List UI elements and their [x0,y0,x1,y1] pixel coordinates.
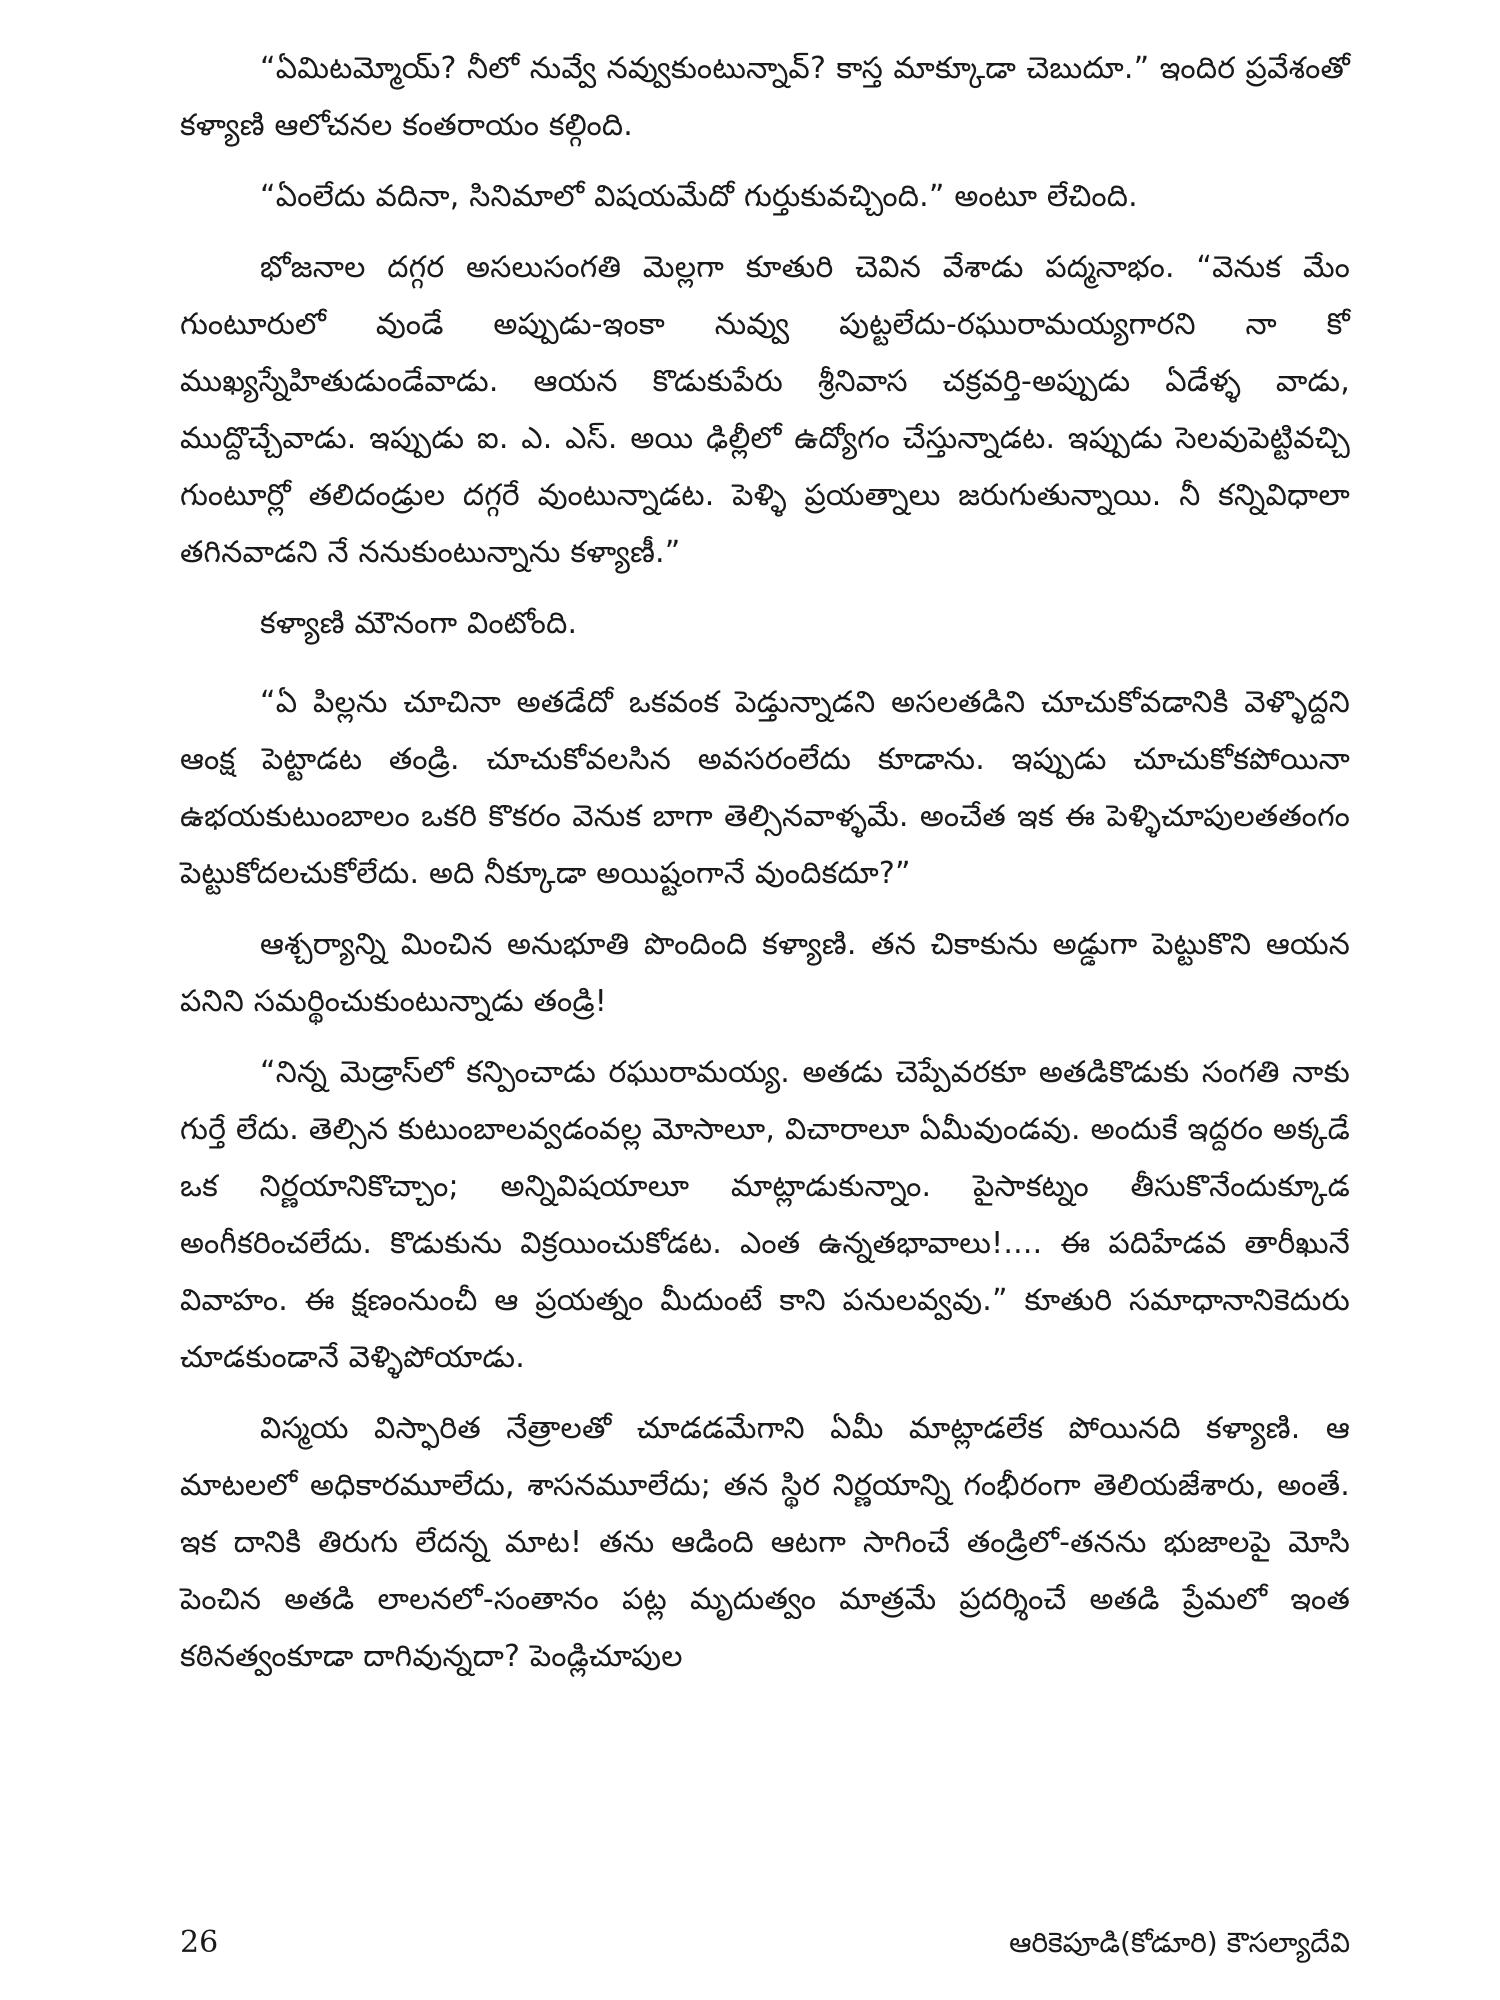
paragraph-4: కళ్యాణి మౌనంగా వింటోంది. [260,606,578,641]
paragraph-8: విస్మయ విస్ఫారిత నేత్రాలతో చూడడమేగాని ఏమీ మాట్లాడలేక పోయినది కళ్యాణి. ఆ మాటలలో అధికారమూలేదు, శాసనమూలేదు; తన స్థిర నిర్ణయాన్ని గంభీరంగా తెలియజేశారు, అంతే. ఇక దానికి తిరుగు లేదన్న మాట! తను ఆడింది ఆటగా సాగించే తండ్రిలో-తనను భుజాలపై మోసి పెంచిన అతడి లాలనలో-సంతానం పట్ల మృదుత్వం మాత్రమే ప్రదర్శించే అతడి ప్రేమలో ఇంత కఠినత్వంకూడా దాగివున్నదా? పెండ్లిచూపుల [180,1411,1350,1674]
paragraph-1: “ఏమిటమ్మోయ్? నీలో నువ్వే నవ్వుకుంటున్నావ్? కాస్త మాక్కూడా చెబుదూ.” ఇందిర ప్రవేశంతో కళ్యాణి ఆలోచనల కంతరాయం కల్గింది. [180,51,1350,143]
paragraph-7: “నిన్న మెడ్రాస్‌లో కన్పించాడు రఘురామయ్య. అతడు చెప్పేవరకూ అతడికొడుకు సంగతి నాకు గుర్తే లేదు. తెల్సిన కుటుంబాలవ్వడంవల్ల మోసాలూ, విచారాలూ ఏమీవుండవు. అందుకే ఇద్దరం అక్కడే ఒక నిర్ణయానికొచ్చాం; అన్నివిషయాలూ మాట్లాడుకున్నాం. పైసాకట్నం తీసుకొనేందుక్కూడ అంగీకరించలేదు. కొడుకును విక్రయించుకోడట. ఎంత ఉన్నతభావాలు!.... ఈ పదిహేడవ తారీఖునే వివాహం. ఈ క్షణంనుంచీ ఆ ప్రయత్నం మీదుంటే కాని పనులవ్వవు.” కూతురి సమాధానానికెదురు చూడకుండానే వెళ్ళిపోయాడు. [180,1055,1350,1375]
page-footer [180,1925,1350,1975]
page-number: 26 [180,1925,219,1960]
body-text [180,40,1350,1699]
paragraph-3: భోజనాల దగ్గర అసలుసంగతి మెల్లగా కూతురి చెవిన వేశాడు పద్మనాభం. “వెనుక మేం గుంటూరులో వుండే అప్పుడు-ఇంకా నువ్వు పుట్టలేదు-రఘురామయ్యగారని నా కో ముఖ్యస్నేహితుడుండేవాడు. ఆయన కొడుకుపేరు శ్రీనివాస చక్రవర్తి-అప్పుడు ఏడేళ్ళ వాడు, ముద్దొచ్చేవాడు. ఇప్పుడు ఐ. ఎ. ఎస్. అయి ఢిల్లీలో ఉద్యోగం చేస్తున్నాడట. ఇప్పుడు సెలవుపెట్టివచ్చి గుంటూర్లో తలిదండ్రుల దగ్గరే వుంటున్నాడట. పెళ్ళి ప్రయత్నాలు జరుగుతున్నాయి. నీ కన్నివిధాలా తగినవాడని నే ననుకుంటున్నాను కళ్యాణీ.” [180,250,1350,570]
paragraph-2: “ఏంలేదు వదినా, సినిమాలో విషయమేదో గుర్తుకువచ్చింది.” అంటూ లేచింది. [260,179,1138,214]
paragraph-6: ఆశ్చర్యాన్ని మించిన అనుభూతి పొందింది కళ్యాణి. తన చికాకును అడ్డుగా పెట్టుకొని ఆయన పనిని సమర్థించుకుంటున్నాడు తండ్రి! [180,927,1350,1019]
paragraph-5: “ఏ పిల్లను చూచినా అతడేదో ఒకవంక పెడ్తున్నాడని అసలతడిని చూచుకోవడానికి వెళ్ళొద్దని ఆంక్ష పెట్టాడట తండ్రి. చూచుకోవలసిన అవసరంలేదు కూడాను. ఇప్పుడు చూచుకోకపోయినా ఉభయకుటుంబాలం ఒకరి కొకరం వెనుక బాగా తెల్సినవాళ్ళమే. అంచేత ఇక ఈ పెళ్ళిచూపులతతంగం పెట్టుకోదలచుకోలేదు. అది నీక్కూడా అయిష్టంగానే వుందికదూ?” [180,685,1350,891]
author-name: ఆరికెపూడి(కోడూరి) కౌసల్యాదేవి [1009,1926,1350,1959]
